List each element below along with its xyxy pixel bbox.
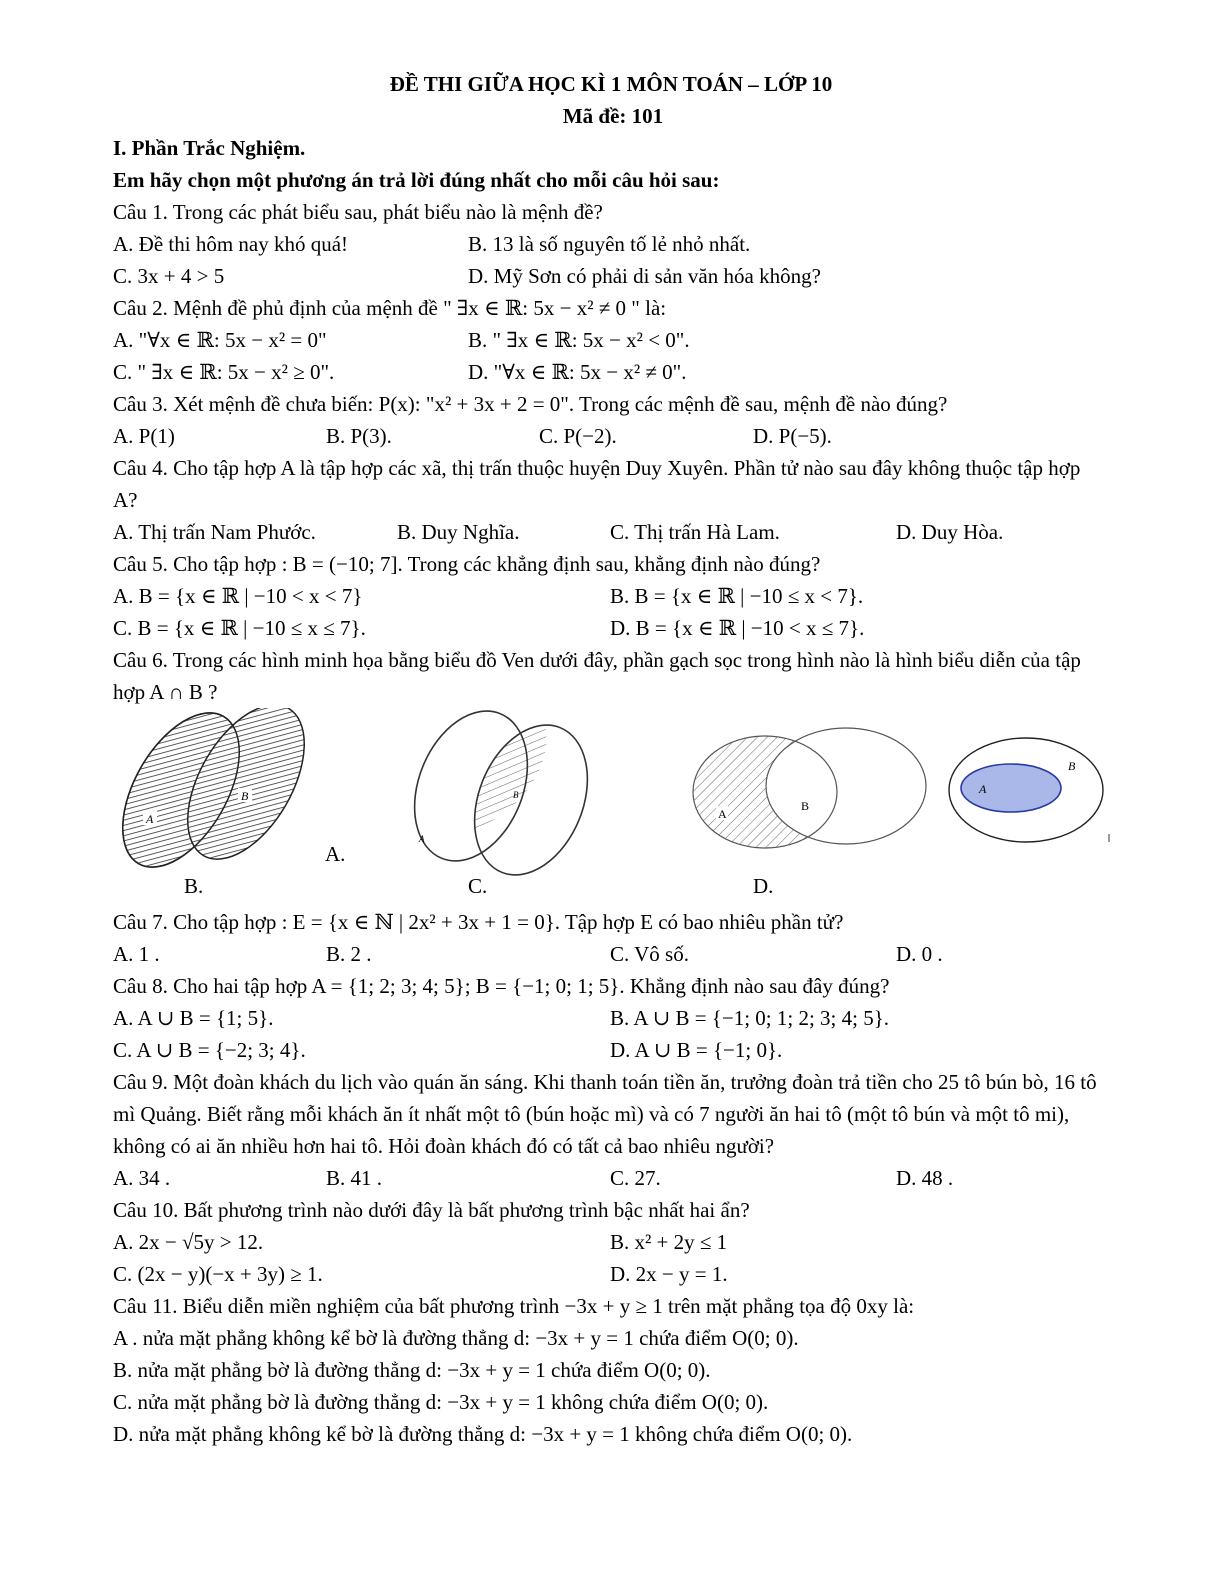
question-9: Câu 9. Một đoàn khách du lịch vào quán ăn sáng. Khi thanh toán tiền ăn, trưởng đoàn trả tiền cho 25 tô bún bò, 16 tô mì Quảng. Biết rằng mỗi khách ăn ít nhất một tô (bún hoặc mì) và có 7 người ăn hai tô (một tô bún và một tô mi), không có ai ăn nhiều hơn hai tô. Hỏi đoàn khách đó có tất cả bao nhiêu người? bbox=[113, 1070, 1097, 1158]
question-10: Câu 10. Bất phương trình nào dưới đây là bất phương trình bậc nhất hai ẩn? bbox=[113, 1198, 750, 1222]
venn-option-a[interactable]: A. bbox=[325, 842, 346, 866]
question-5: Câu 5. Cho tập hợp : B = (−10; 7]. Trong các khẳng định sau, khẳng định nào đúng? bbox=[113, 552, 821, 576]
venn-c-label-b: B bbox=[513, 790, 519, 800]
q5-option-c[interactable]: C. B = {x ∈ ℝ | −10 ≤ x ≤ 7}. bbox=[113, 616, 366, 640]
question-9-options bbox=[113, 1162, 1113, 1194]
venn-diagram-a bbox=[949, 738, 1109, 842]
question-3: Câu 3. Xét mệnh đề chưa biến: P(x): "x² + 3x + 2 = 0". Trong các mệnh đề sau, mệnh đề nào đúng? bbox=[113, 392, 948, 416]
q5-option-b[interactable]: B. B = {x ∈ ℝ | −10 ≤ x < 7}. bbox=[610, 584, 864, 608]
q9-option-d[interactable]: D. 48 . bbox=[896, 1166, 954, 1190]
venn-d-label-a: A bbox=[718, 807, 727, 821]
q9-option-c[interactable]: C. 27. bbox=[610, 1166, 661, 1190]
q4-option-d[interactable]: D. Duy Hòa. bbox=[896, 520, 1004, 544]
q10-option-d[interactable]: D. 2x − y = 1. bbox=[610, 1262, 728, 1286]
q8-option-a[interactable]: A. A ∪ B = {1; 5}. bbox=[113, 1006, 274, 1030]
venn-diagrams bbox=[113, 708, 1113, 906]
question-10-options-2 bbox=[113, 1258, 1113, 1290]
question-3-options bbox=[113, 420, 1113, 452]
q8-option-d[interactable]: D. A ∪ B = {−1; 0}. bbox=[610, 1038, 783, 1062]
exam-title: ĐỀ THI GIỮA HỌC KÌ 1 MÔN TOÁN – LỚP 10 bbox=[389, 72, 833, 96]
q9-option-a[interactable]: A. 34 . bbox=[113, 1166, 171, 1190]
exam-page bbox=[113, 68, 1113, 1450]
venn-c-label-a: A bbox=[419, 834, 425, 844]
question-5-options bbox=[113, 580, 1113, 612]
venn-b-label-b: B bbox=[241, 789, 249, 803]
q3-option-a[interactable]: A. P(1) bbox=[113, 424, 175, 448]
question-1-options-2 bbox=[113, 260, 1113, 292]
q11-option-c[interactable]: C. nửa mặt phẳng bờ là đường thẳng d: −3x + y = 1 không chứa điểm O(0; 0). bbox=[113, 1390, 769, 1414]
q2-option-c[interactable]: C. " ∃x ∈ ℝ: 5x − x² ≥ 0". bbox=[113, 360, 335, 384]
q5-option-d[interactable]: D. B = {x ∈ ℝ | −10 < x ≤ 7}. bbox=[610, 616, 865, 640]
q1-option-a[interactable]: A. Đề thi hôm nay khó quá! bbox=[113, 232, 349, 256]
q2-option-d[interactable]: D. "∀x ∈ ℝ: 5x − x² ≠ 0". bbox=[468, 360, 687, 384]
question-2-options-2 bbox=[113, 356, 1113, 388]
venn-d-set-b bbox=[766, 728, 926, 844]
venn-d-label-b: B bbox=[801, 799, 810, 813]
q7-option-a[interactable]: A. 1 . bbox=[113, 942, 160, 966]
q11-option-d[interactable]: D. nửa mặt phẳng không kể bờ là đường thẳng d: −3x + y = 1 không chứa điểm O(0; 0). bbox=[113, 1422, 853, 1446]
question-8-options-2 bbox=[113, 1034, 1113, 1066]
question-5-options-2 bbox=[113, 612, 1113, 644]
q9-option-b[interactable]: B. 41 . bbox=[326, 1166, 383, 1190]
q7-option-d[interactable]: D. 0 . bbox=[896, 942, 943, 966]
venn-a-set-a bbox=[961, 764, 1061, 812]
q1-option-c[interactable]: C. 3x + 4 > 5 bbox=[113, 264, 225, 288]
q7-option-b[interactable]: B. 2 . bbox=[326, 942, 372, 966]
question-7: Câu 7. Cho tập hợp : E = {x ∈ ℕ | 2x² + 3x + 1 = 0}. Tập hợp E có bao nhiêu phần tử? bbox=[113, 910, 844, 934]
venn-d-difference bbox=[693, 736, 837, 848]
exam-header bbox=[113, 68, 1113, 132]
question-6: Câu 6. Trong các hình minh họa bằng biểu đồ Ven dưới đây, phần gạch sọc trong hình nào là hình biểu diễn của tập hợp A ∩ B ? bbox=[113, 648, 1081, 704]
q10-option-c[interactable]: C. (2x − y)(−x + 3y) ≥ 1. bbox=[113, 1262, 323, 1286]
section-instruction: Em hãy chọn một phương án trả lời đúng nhất cho mỗi câu hỏi sau: bbox=[113, 168, 720, 192]
venn-option-c[interactable]: C. bbox=[468, 874, 488, 898]
q2-option-b[interactable]: B. " ∃x ∈ ℝ: 5x − x² < 0". bbox=[468, 328, 690, 352]
venn-option-d[interactable]: D. bbox=[753, 874, 774, 898]
question-11: Câu 11. Biểu diễn miền nghiệm của bất phương trình −3x + y ≥ 1 trên mặt phẳng tọa độ 0xy là: bbox=[113, 1294, 915, 1318]
q5-option-a[interactable]: A. B = {x ∈ ℝ | −10 < x < 7} bbox=[113, 584, 363, 608]
section-heading: I. Phần Trắc Nghiệm. bbox=[113, 136, 306, 160]
question-1: Câu 1. Trong các phát biểu sau, phát biểu nào là mệnh đề? bbox=[113, 200, 603, 224]
venn-a-label-a: A bbox=[979, 782, 987, 796]
venn-b-label-a: A bbox=[146, 812, 154, 826]
q7-option-c[interactable]: C. Vô số. bbox=[610, 942, 689, 966]
question-10-options bbox=[113, 1226, 1113, 1258]
venn-diagram-d bbox=[693, 728, 926, 848]
question-2-options bbox=[113, 324, 1113, 356]
venn-diagram-b bbox=[113, 708, 328, 887]
q8-option-c[interactable]: C. A ∪ B = {−2; 3; 4}. bbox=[113, 1038, 306, 1062]
venn-diagram-c bbox=[394, 708, 609, 892]
q3-option-b[interactable]: B. P(3). bbox=[326, 424, 392, 448]
q4-option-a[interactable]: A. Thị trấn Nam Phước. bbox=[113, 520, 316, 544]
question-7-options bbox=[113, 938, 1113, 970]
q10-option-a[interactable]: A. 2x − √5y > 12. bbox=[113, 1230, 264, 1254]
q2-option-a[interactable]: A. "∀x ∈ ℝ: 5x − x² = 0" bbox=[113, 328, 327, 352]
question-8: Câu 8. Cho hai tập hợp A = {1; 2; 3; 4; 5}; B = {−1; 0; 1; 5}. Khẳng định nào sau đây đúng? bbox=[113, 974, 890, 998]
q4-option-b[interactable]: B. Duy Nghĩa. bbox=[397, 520, 520, 544]
q3-option-c[interactable]: C. P(−2). bbox=[539, 424, 617, 448]
question-8-options bbox=[113, 1002, 1113, 1034]
q1-option-d[interactable]: D. Mỹ Sơn có phải di sản văn hóa không? bbox=[468, 264, 821, 288]
q11-option-b[interactable]: B. nửa mặt phẳng bờ là đường thẳng d: −3x + y = 1 chứa điểm O(0; 0). bbox=[113, 1358, 711, 1382]
q11-option-a[interactable]: A . nửa mặt phẳng không kể bờ là đường thẳng d: −3x + y = 1 chứa điểm O(0; 0). bbox=[113, 1326, 799, 1350]
q10-option-b[interactable]: B. x² + 2y ≤ 1 bbox=[610, 1230, 728, 1254]
venn-option-b[interactable]: B. bbox=[184, 874, 204, 898]
venn-svg bbox=[113, 708, 1113, 906]
q1-option-b[interactable]: B. 13 là số nguyên tố lẻ nhỏ nhất. bbox=[468, 232, 751, 256]
question-4: Câu 4. Cho tập hợp A là tập hợp các xã, thị trấn thuộc huyện Duy Xuyên. Phần tử nào sau đây không thuộc tập hợp A? bbox=[113, 456, 1081, 512]
q8-option-b[interactable]: B. A ∪ B = {−1; 0; 1; 2; 3; 4; 5}. bbox=[610, 1006, 890, 1030]
question-2: Câu 2. Mệnh đề phủ định của mệnh đề " ∃x ∈ ℝ: 5x − x² ≠ 0 " là: bbox=[113, 296, 667, 320]
question-1-options bbox=[113, 228, 1113, 260]
question-4-options bbox=[113, 516, 1113, 548]
exam-code: Mã đề: 101 bbox=[562, 104, 664, 128]
venn-a-label-b: B bbox=[1068, 759, 1076, 773]
q4-option-c[interactable]: C. Thị trấn Hà Lam. bbox=[610, 520, 780, 544]
q3-option-d[interactable]: D. P(−5). bbox=[753, 424, 832, 448]
